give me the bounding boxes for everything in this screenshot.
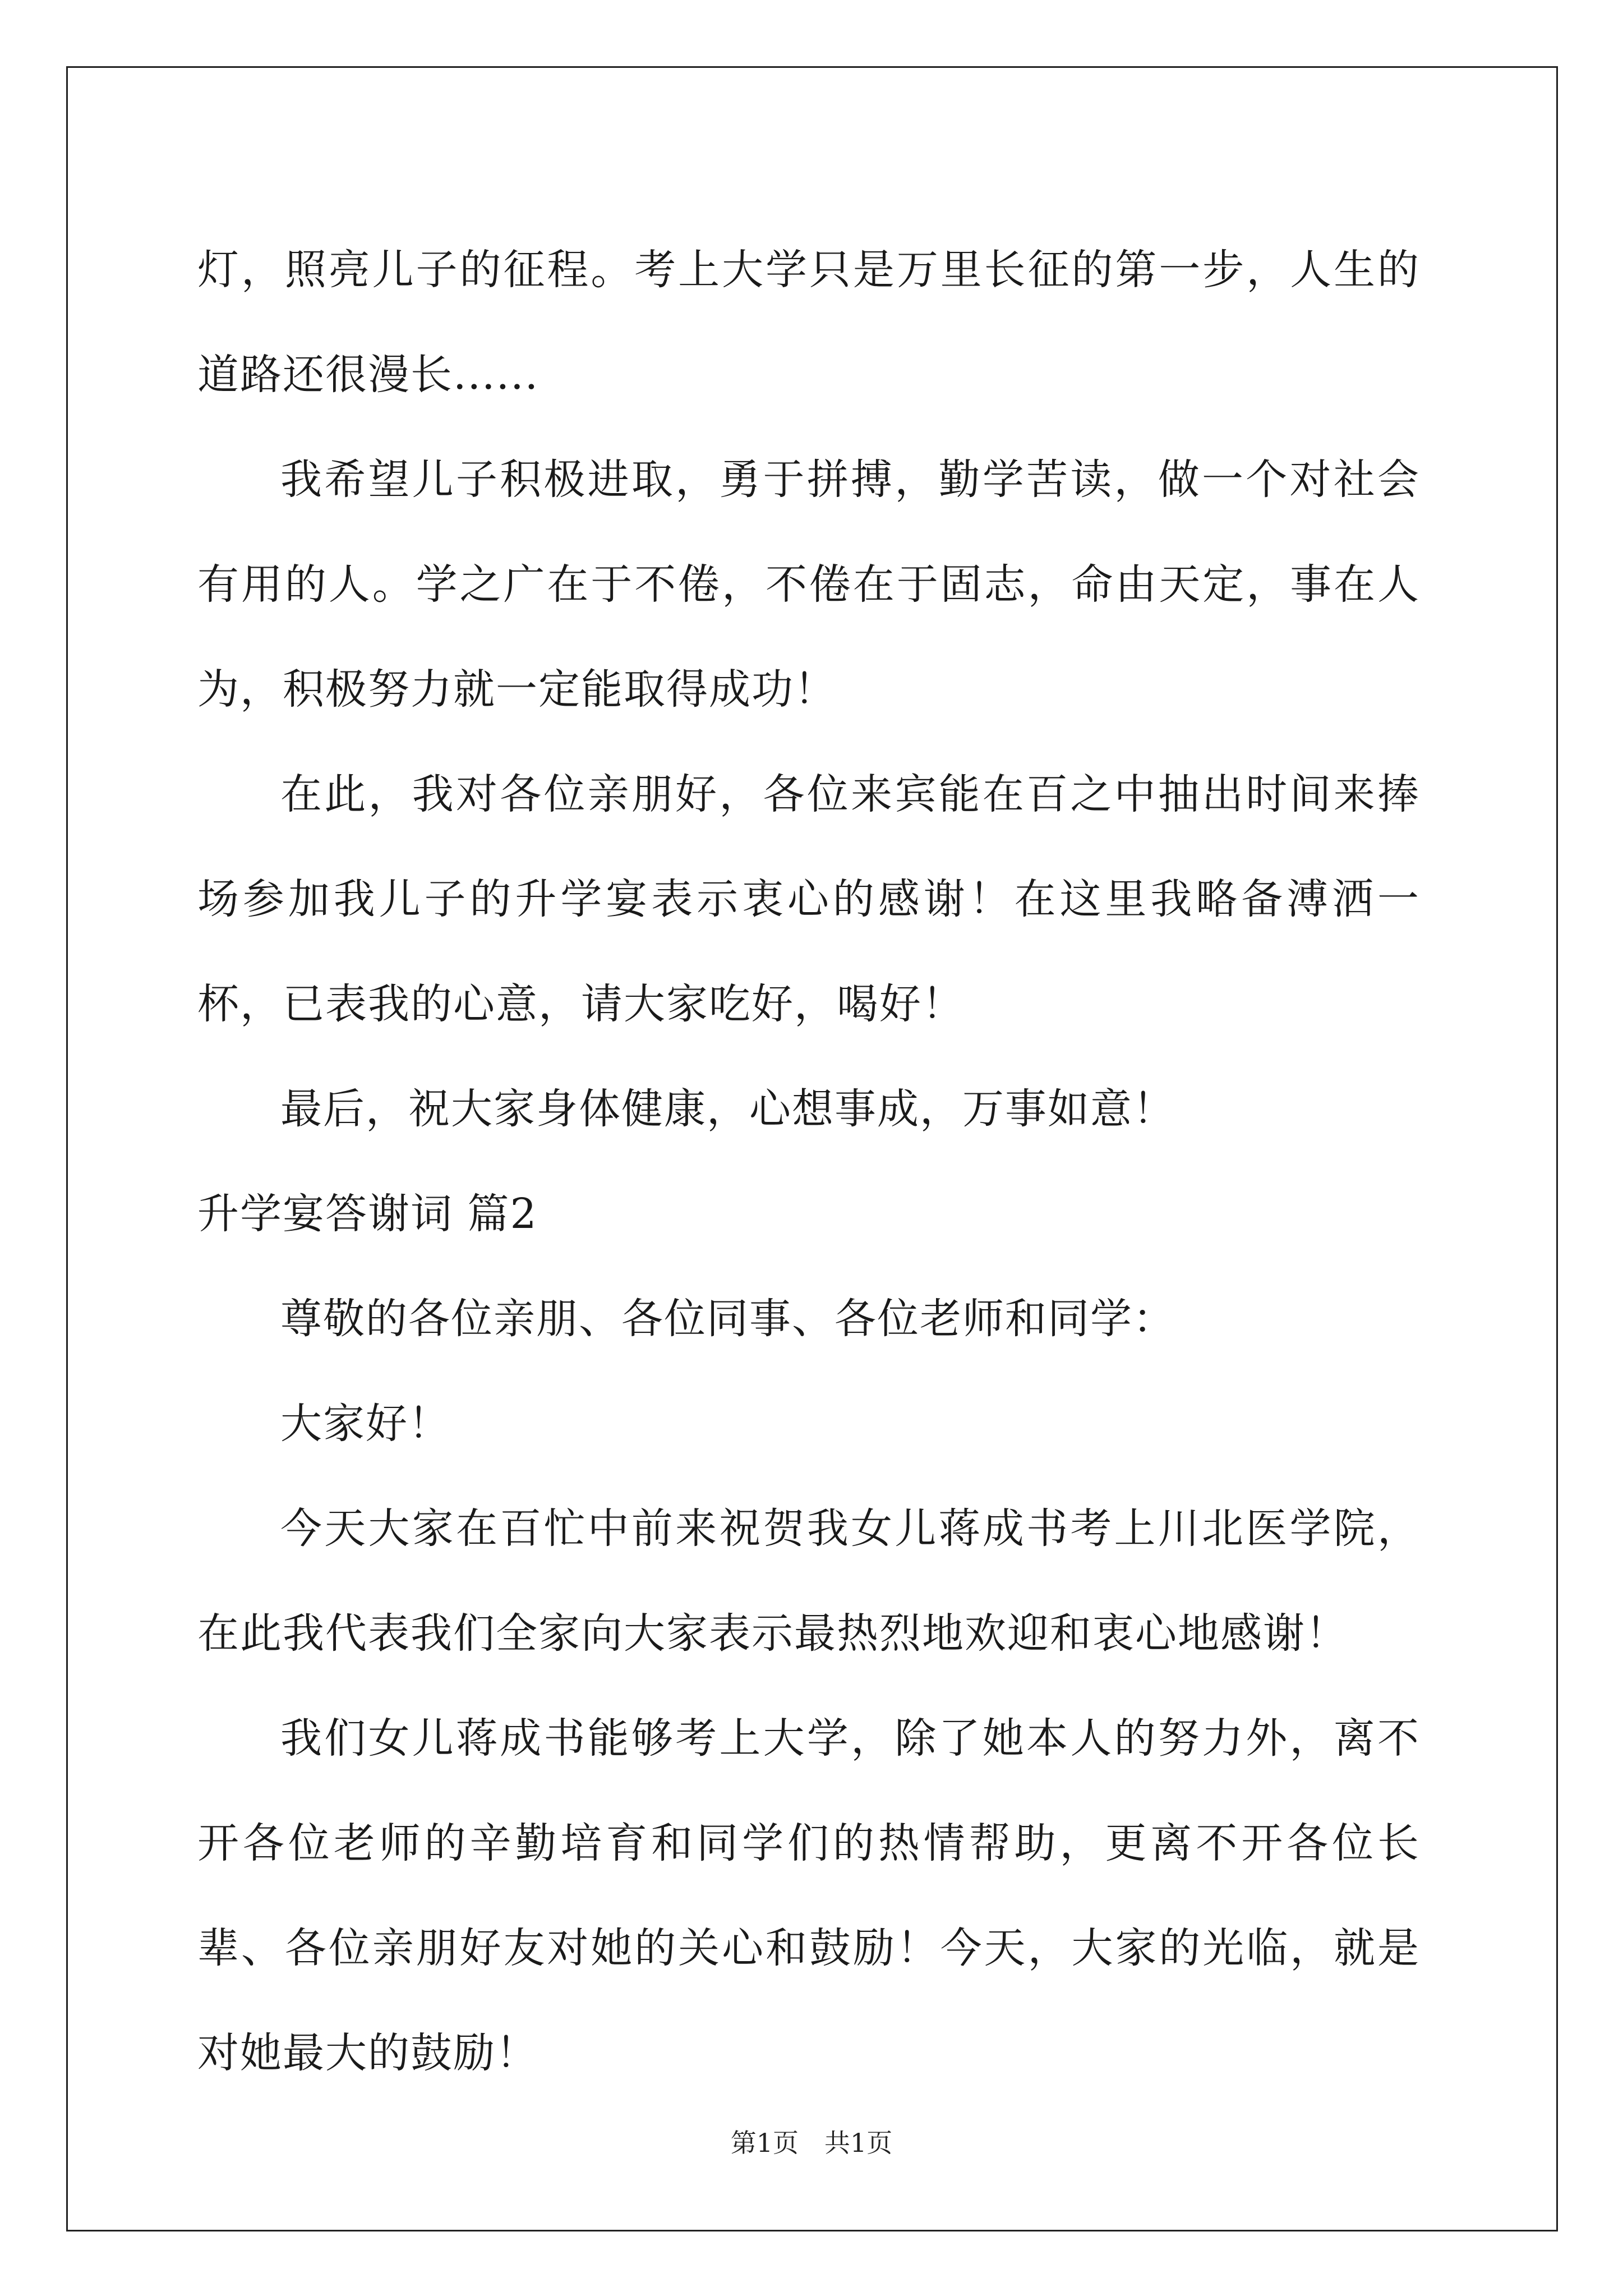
paragraph: 灯，照亮儿子的征程。考上大学只是万里长征的第一步，人生的道路还很漫长...... xyxy=(197,246,1420,399)
paragraph: 我们女儿蒋成书能够考上大学，除了她本人的努力外，离不开各位老师的辛勤培育和同学们的热情帮助，更离不开各位长辈、各位亲朋好友对她的关心和鼓励！今天，大家的光临，就是对她最大的鼓励！ xyxy=(197,1714,1420,2077)
page-footer: 第1页 共1页 xyxy=(730,2128,893,2158)
paragraph: 我希望儿子积极进取，勇于拼搏，勤学苦读，做一个对社会有用的人。学之广在于不倦，不倦在于固志，命由天定，事在人为，积极努力就一定能取得成功！ xyxy=(197,455,1420,714)
section-heading: 升学宴答谢词 篇2 xyxy=(197,1190,538,1238)
paragraph: 今天大家在百忙中前来祝贺我女儿蒋成书考上川北医学院，在此我代表我们全家向大家表示最热烈地欢迎和衷心地感谢！ xyxy=(197,1504,1420,1658)
document-body xyxy=(197,218,1420,2106)
paragraph: 最后，祝大家身体健康，心想事成，万事如意！ xyxy=(280,1085,1175,1133)
paragraph: 大家好！ xyxy=(280,1400,451,1448)
paragraph: 尊敬的各位亲朋、各位同事、各位老师和同学： xyxy=(280,1295,1175,1343)
paragraph: 在此，我对各位亲朋好，各位来宾能在百之中抽出时间来捧场参加我儿子的升学宴表示衷心的感谢！在这里我略备溥洒一杯，已表我的心意，请大家吃好，喝好！ xyxy=(197,770,1420,1028)
